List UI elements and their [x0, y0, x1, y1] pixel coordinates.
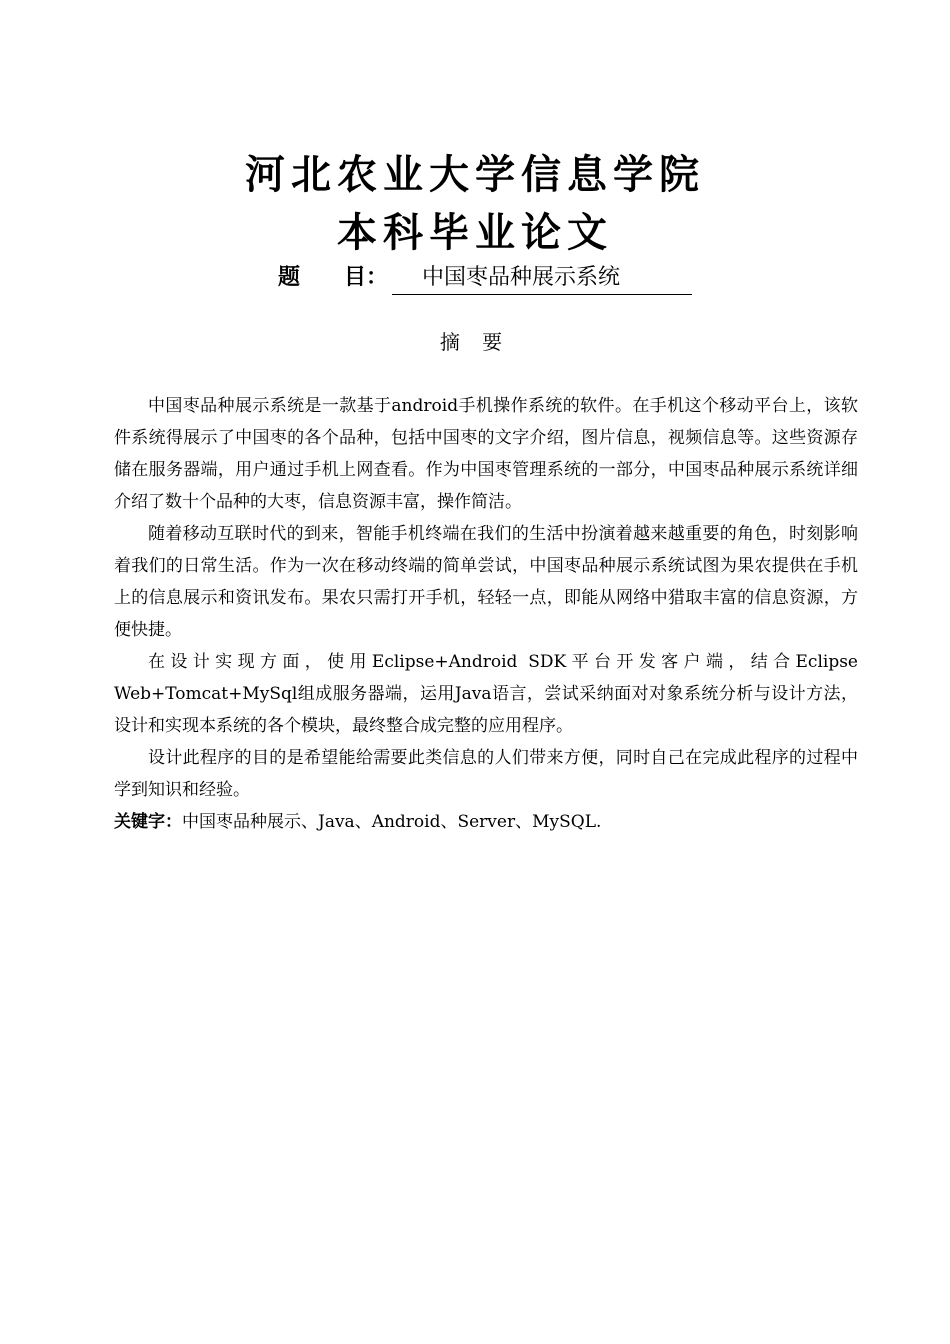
keywords-label: 关键字： [114, 812, 182, 832]
keywords-value: 中国枣品种展示、Java、Android、Server、MySQL. [182, 812, 602, 832]
abstract-paragraph-1: 中国枣品种展示系统是一款基于android手机操作系统的软件。在手机这个移动平台上，该软件系统得展示了中国枣的各个品种，包括中国枣的文字介绍，图片信息，视频信息等。这些资源存储在服务器端，用户通过手机上网查看。作为中国枣管理系统的一部分，中国枣品种展示系统详细介绍了数十个品种的大枣，信息资源丰富，操作简洁。 [114, 396, 858, 512]
abstract-paragraph-4: 设计此程序的目的是希望能给需要此类信息的人们带来方便，同时自己在完成此程序的过程中学到知识和经验。 [114, 748, 858, 800]
thesis-type-title: 本科毕业论文 [337, 210, 613, 256]
abstract-body [114, 390, 858, 838]
school-title: 河北农业大学信息学院 [245, 152, 705, 198]
abstract-paragraph-3: 在设计实现方面，使用Eclipse+Android SDK平台开发客户端，结合Eclipse Web+Tomcat+MySql组成服务器端，运用Java语言，尝试采纳面对对象系统分析与设计方法，设计和实现本系统的各个模块，最终整合成完整的应用程序。 [114, 652, 858, 736]
topic-value: 中国枣品种展示系统 [392, 262, 692, 295]
topic-label: 题 目： [278, 265, 389, 290]
abstract-heading: 摘 要 [439, 330, 511, 354]
abstract-paragraph-2: 随着移动互联时代的到来，智能手机终端在我们的生活中扮演着越来越重要的角色，时刻影响着我们的日常生活。作为一次在移动终端的简单尝试，中国枣品种展示系统试图为果农提供在手机上的信息展示和资讯发布。果农只需打开手机，轻轻一点，即能从网络中猎取丰富的信息资源，方便快捷。 [114, 524, 858, 640]
keywords-line [114, 806, 858, 838]
